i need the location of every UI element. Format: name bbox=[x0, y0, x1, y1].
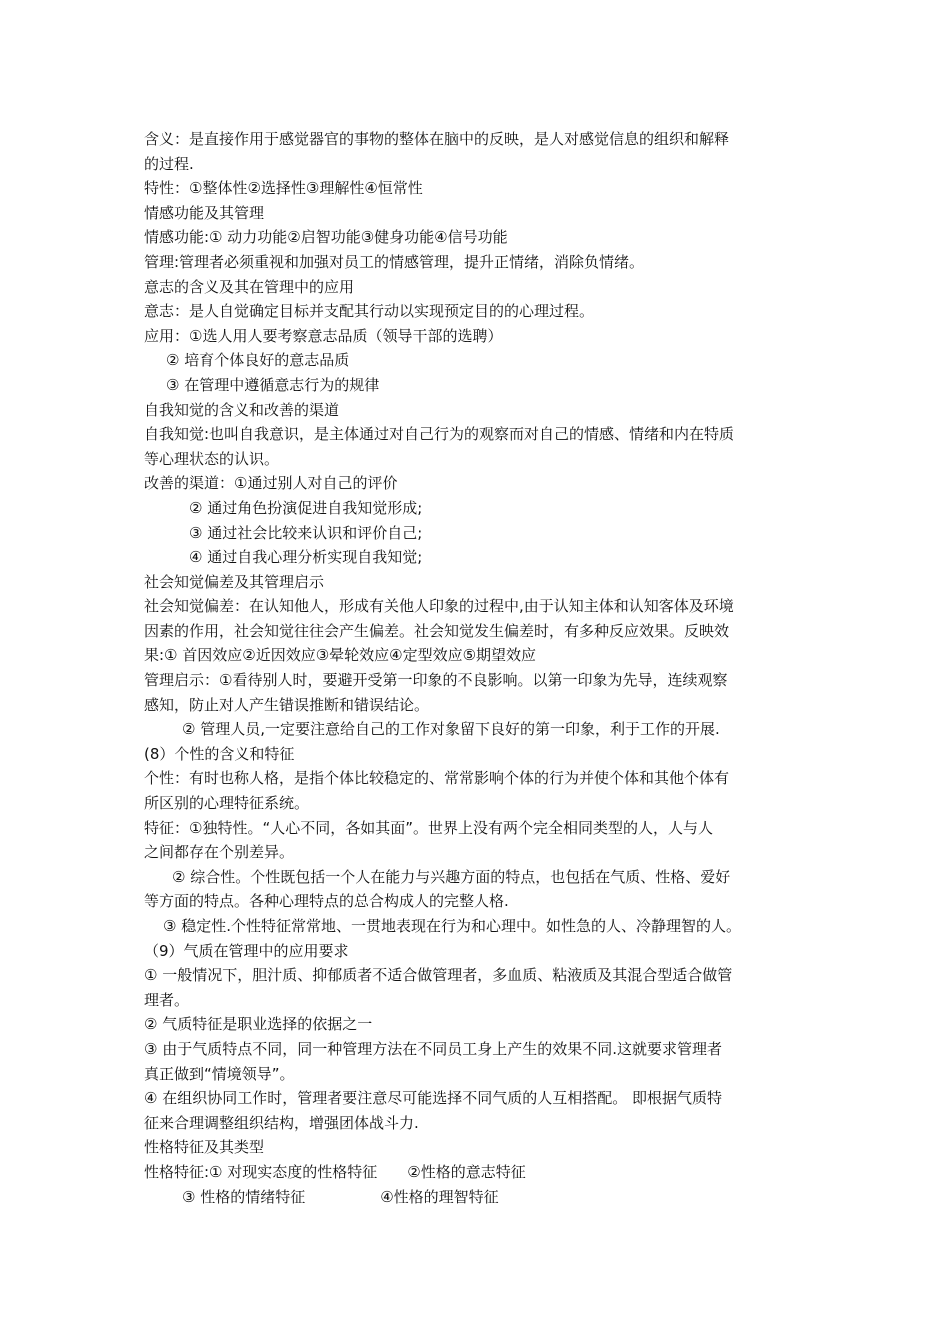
text-line: 情感功能:① 动力功能②启智功能③健身功能④信号功能 bbox=[144, 228, 508, 247]
section-heading: 情感功能及其管理 bbox=[144, 203, 265, 222]
section-heading: (8）个性的含义和特征 bbox=[144, 744, 295, 763]
text-line: 性格特征:① 对现实态度的性格特征 ②性格的意志特征 bbox=[144, 1162, 526, 1181]
text-line: 意志：是人自觉确定目标并支配其行动以实现预定目的的心理过程。 bbox=[144, 302, 595, 321]
text-line: 理者。 bbox=[144, 990, 190, 1009]
text-line: 应用：①选人用人要考察意志品质（领导干部的选聘） bbox=[144, 326, 503, 345]
text-line: 社会知觉偏差：在认知他人，形成有关他人印象的过程中,由于认知主体和认知客体及环境 bbox=[144, 597, 734, 616]
text-line: 自我知觉:也叫自我意识，是主体通过对自己行为的观察而对自己的情感、情绪和内在特质 bbox=[144, 425, 735, 444]
list-item: ② 综合性。个性既包括一个人在能力与兴趣方面的特点，也包括在气质、性格、爱好 bbox=[172, 867, 731, 886]
list-item: ④ 在组织协同工作时，管理者要注意尽可能选择不同气质的人互相搭配。 即根据气质特 bbox=[144, 1089, 722, 1108]
section-heading: 性格特征及其类型 bbox=[144, 1138, 265, 1157]
text-line: 所区别的心理特征系统。 bbox=[144, 794, 310, 813]
list-item: ② 气质特征是职业选择的依据之一 bbox=[144, 1015, 373, 1034]
text-line: 等方面的特点。各种心理特点的总合构成人的完整人格. bbox=[144, 892, 509, 911]
document-body bbox=[144, 127, 814, 1209]
text-line: 因素的作用，社会知觉往往会产生偏差。社会知觉发生偏差时，有多种反应效果。反映效 bbox=[144, 621, 730, 640]
list-item: ③ 稳定性.个性特征常常地、一贯地表现在行为和心理中。如性急的人、冷静理智的人。 bbox=[163, 917, 741, 935]
text-line: 特性：①整体性②选择性③理解性④恒常性 bbox=[144, 179, 423, 198]
list-item: ③ 由于气质特点不同，同一种管理方法在不同员工身上产生的效果不同.这就要求管理者 bbox=[144, 1039, 722, 1058]
text-line: 之间都存在个别差异。 bbox=[144, 843, 295, 862]
section-heading: （9）气质在管理中的应用要求 bbox=[144, 941, 349, 960]
list-item: ② 管理人员,一定要注意给自己的工作对象留下良好的第一印象，利于工作的开展. bbox=[182, 720, 720, 739]
list-item: ② 通过角色扮演促进自我知觉形成; bbox=[189, 498, 423, 517]
text-line: 征来合理调整组织结构，增强团体战斗力. bbox=[144, 1113, 419, 1132]
text-line: 果:① 首因效应②近因效应③晕轮效应④定型效应⑤期望效应 bbox=[144, 646, 537, 665]
text-line: 改善的渠道：①通过别人对自己的评价 bbox=[144, 474, 398, 493]
text-line: 真正做到“情境领导”。 bbox=[144, 1064, 295, 1083]
section-heading: 自我知觉的含义和改善的渠道 bbox=[144, 400, 340, 419]
list-item: ③ 通过社会比较来认识和评价自己; bbox=[189, 523, 423, 542]
text-line: 感知，防止对人产生错误推断和错误结论。 bbox=[144, 695, 430, 714]
text-line: 等心理状态的认识。 bbox=[144, 449, 280, 468]
text-line: 管理启示：①看待别人时，要避开受第一印象的不良影响。以第一印象为先导，连续观察 bbox=[144, 671, 728, 690]
section-heading: 社会知觉偏差及其管理启示 bbox=[144, 572, 325, 591]
text-line: 的过程. bbox=[144, 154, 194, 173]
list-item: ③ 在管理中遵循意志行为的规律 bbox=[166, 375, 380, 394]
section-heading: 意志的含义及其在管理中的应用 bbox=[144, 277, 355, 296]
text-line: 含义：是直接作用于感觉器官的事物的整体在脑中的反映，是人对感觉信息的组织和解释 bbox=[144, 130, 730, 148]
list-item: ① 一般情况下，胆汁质、抑郁质者不适合做管理者，多血质、粘液质及其混合型适合做管 bbox=[144, 966, 733, 985]
list-item: ② 培育个体良好的意志品质 bbox=[166, 351, 350, 370]
list-item: ④ 通过自我心理分析实现自我知觉; bbox=[189, 548, 423, 567]
text-line: 特征：①独特性。“人心不同，各如其面”。世界上没有两个完全相同类型的人，人与人 bbox=[144, 818, 713, 837]
list-item: ③ 性格的情绪特征 ④性格的理智特征 bbox=[182, 1187, 499, 1206]
text-line: 管理:管理者必须重视和加强对员工的情感管理，提升正情绪，消除负情绪。 bbox=[144, 252, 645, 271]
text-line: 个性：有时也称人格，是指个体比较稳定的、常常影响个体的行为并使个体和其他个体有 bbox=[144, 769, 730, 788]
